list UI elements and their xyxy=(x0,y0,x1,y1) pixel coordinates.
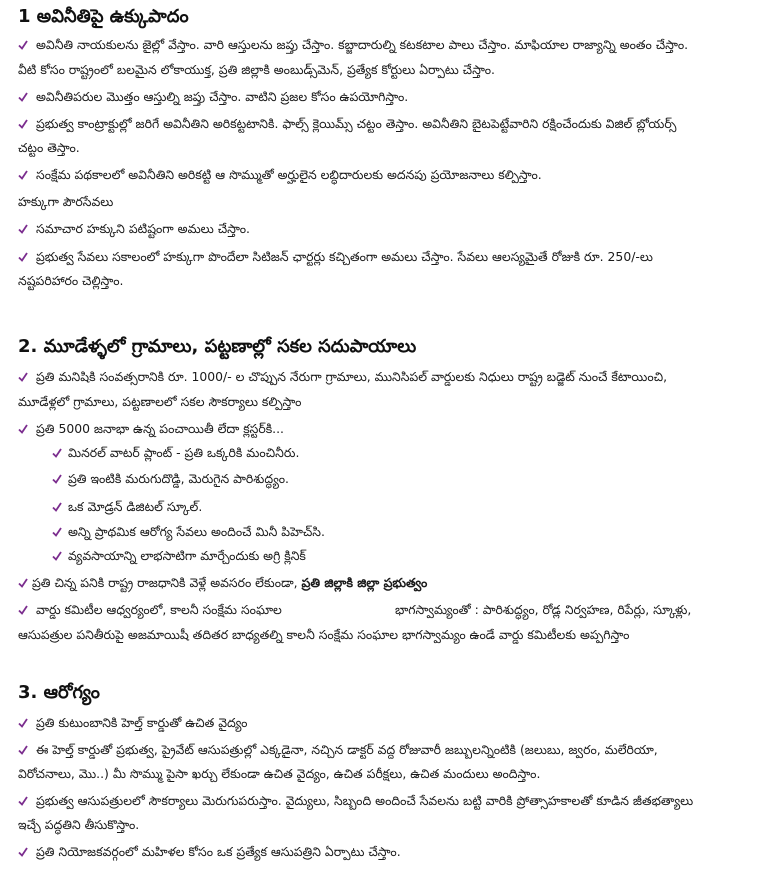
s2-point-3 xyxy=(32,575,427,593)
checkmark-icon xyxy=(18,605,28,615)
s3-point-4: ప్రతి నియోజకవర్గంలో మహిళల కోసం ఒక ప్రత్యేక ఆసుపత్రిని ఏర్పాటు చేస్తాం. xyxy=(36,844,401,859)
checkmark-icon xyxy=(18,796,28,806)
s2-point-4a: వార్డు కమిటీల ఆధ్వర్యంలో, కాలనీ సంక్షేమ సంఘాల xyxy=(36,602,282,617)
checkmark-icon xyxy=(52,527,62,537)
s2-point-1: ప్రతి మనిషికి సంవత్సరానికి రూ. 1000/- ల చొప్పున నేరుగా గ్రామాలు, మునిసిపల్ వార్డులకు నిధులు రాష్ట్ర బడ్జెట్ నుంచే కేటాయించి, xyxy=(36,369,668,384)
checkmark-icon xyxy=(18,92,28,102)
checkmark-icon xyxy=(18,578,28,588)
checkmark-icon xyxy=(52,474,62,484)
s3-point-1: ప్రతి కుటుంబానికి హెల్త్ కార్డుతో ఉచిత వైద్యం xyxy=(36,715,248,730)
section-1-heading: 1 అవినీతిపై ఉక్కుపాదం xyxy=(18,6,189,27)
checkmark-icon xyxy=(18,424,28,434)
s2-subpoint-1: మినరల్ వాటర్ ప్లాంట్ - ప్రతి ఒక్కరికి మంచినీరు. xyxy=(68,445,300,460)
s2-point-4-cont: ఆసుపత్రుల పనితీరుపై అజమాయిషీ తదితర బాధ్యతల్ని కాలనీ సంక్షేమ సంఘాల భాగస్వామ్యం ఉండే వార్డు కమిటీలకు అప్పగిస్తాం xyxy=(18,627,630,642)
s3-point-2: ఈ హెల్త్ కార్డుతో ప్రభుత్వ, ప్రైవేట్ ఆసుపత్రుల్లో ఎక్కడైనా, నచ్చిన డాక్టర్ వద్ద రోజువారీ జబ్బులన్నింటికి (జలుబు, జ్వరం, మలేరియా, xyxy=(36,742,658,757)
s1-subheading-civic-services: హక్కుగా పౌరసేవలు xyxy=(18,194,114,209)
checkmark-icon xyxy=(18,718,28,728)
s2-point-3-text: ప్రతి చిన్న పనికి రాష్ట్ర రాజధానికి వెళ్లే అవసరం లేకుండా, xyxy=(32,575,302,590)
checkmark-icon xyxy=(18,847,28,857)
checkmark-icon xyxy=(18,170,28,180)
s3-point-3: ప్రభుత్వ ఆసుపత్రులలో సౌకర్యాలు మెరుగుపరుస్తాం. వైద్యులు, సిబ్బంది అందించే సేవలను బట్టి వారికి ప్రోత్సాహకాలతో కూడిన జీతభత్యాలు xyxy=(36,793,694,808)
s1-point-5: సమాచార హక్కుని పటిష్టంగా అమలు చేస్తాం. xyxy=(36,221,250,236)
checkmark-icon xyxy=(18,119,28,129)
s3-point-2-cont: విరోచనాలు, మొ..) మీ సొమ్ము పైసా ఖర్చు లేకుండా ఉచిత వైద్యం, ఉచిత పరీక్షలు, ఉచిత మందులు అందిస్తాం. xyxy=(18,766,541,781)
s1-point-1-cont: వీటి కోసం రాష్ట్రంలో బలమైన లోకాయుక్త, ప్రతి జిల్లాకి అంబుడ్స్‌మెన్, ప్రత్యేక కోర్టులు ఏర్పాటు చేస్తాం. xyxy=(18,62,495,77)
checkmark-icon xyxy=(52,551,62,561)
checkmark-icon xyxy=(18,224,28,234)
s2-subpoint-3: ఒక మోడ్రన్ డిజిటల్ స్కూల్. xyxy=(68,499,203,514)
section-3-heading: 3. ఆరోగ్యం xyxy=(18,682,100,703)
s3-point-3-cont: ఇచ్చే పద్ధతిని తీసుకొస్తాం. xyxy=(18,817,140,832)
checkmark-icon xyxy=(18,40,28,50)
s2-subpoint-5: వ్యవసాయాన్ని లాభసాటిగా మార్చేందుకు అగ్రి క్లినిక్ xyxy=(68,548,306,563)
s1-point-3-cont: చట్టం తెస్తాం. xyxy=(18,140,80,155)
s2-point-1-cont: మూడేళ్లలో గ్రామాలు, పట్టణాలలో సకల సౌకర్యాలు కల్పిస్తాం xyxy=(18,394,302,409)
s2-point-4b: భాగస్వామ్యంతో : పారిశుద్ధ్యం, రోడ్ల నిర్వహణ, రిపేర్లు, స్కూళ్లు, xyxy=(395,602,692,617)
s2-subpoint-4: అన్ని ప్రాథమిక ఆరోగ్య సేవలు అందించే మినీ పిహెచ్‌సి. xyxy=(68,524,325,539)
s1-point-1: అవినీతి నాయకులను జైల్లో వేస్తాం. వారి ఆస్తులను జప్తు చేస్తాం. కబ్జాదారుల్ని కటకటాల పాలు చేస్తాం. మాఫియాల రాజ్యాన్ని అంతం చేస్తాం. xyxy=(36,37,689,52)
s2-subpoint-2: ప్రతి ఇంటికి మరుగుదొడ్డి, మెరుగైన పారిశుద్ధ్యం. xyxy=(68,471,289,486)
checkmark-icon xyxy=(52,502,62,512)
s1-point-3: ప్రభుత్వ కాంట్రాక్టుల్లో జరిగే అవినీతిని అరికట్టటానికి. ఫాల్స్ క్లెయిమ్స్ చట్టం తెస్తాం. అవినీతిని బైటపెట్టేవారిని రక్షించేందుకు విజిల్ బ్లోయర్స్ xyxy=(36,116,677,131)
s1-point-4: సంక్షేమ పథకాలలో అవినీతిని అరికట్టి ఆ సొమ్ముతో అర్హులైన లబ్ధిదారులకు అదనపు ప్రయోజనాలు కల్పిస్తాం. xyxy=(36,167,542,182)
s2-point-3-bold: ప్రతి జిల్లాకి జిల్లా ప్రభుత్వం xyxy=(301,575,428,590)
checkmark-icon xyxy=(18,372,28,382)
checkmark-icon xyxy=(18,252,28,262)
checkmark-icon xyxy=(18,745,28,755)
s2-point-2: ప్రతి 5000 జనాభా ఉన్న పంచాయితీ లేదా క్లస్టర్‌కి... xyxy=(36,421,284,436)
s1-point-6-cont: నష్టపరిహారం చెల్లిస్తాం. xyxy=(18,273,124,288)
s1-point-6: ప్రభుత్వ సేవలు సకాలంలో హక్కుగా పొందేలా సిటిజన్ ఛార్టర్లు కచ్చితంగా అమలు చేస్తాం. సేవలు ఆలస్యమైతే రోజుకి రూ. 250/-లు xyxy=(36,249,653,264)
section-2-heading: 2. మూడేళ్ళలో గ్రామాలు, పట్టణాల్లో సకల సదుపాయాలు xyxy=(18,336,417,357)
checkmark-icon xyxy=(52,448,62,458)
s1-point-2: అవినీతిపరుల మొత్తం ఆస్తుల్ని జప్తు చేస్తాం. వాటిని ప్రజల కోసం ఉపయోగిస్తాం. xyxy=(36,89,409,104)
